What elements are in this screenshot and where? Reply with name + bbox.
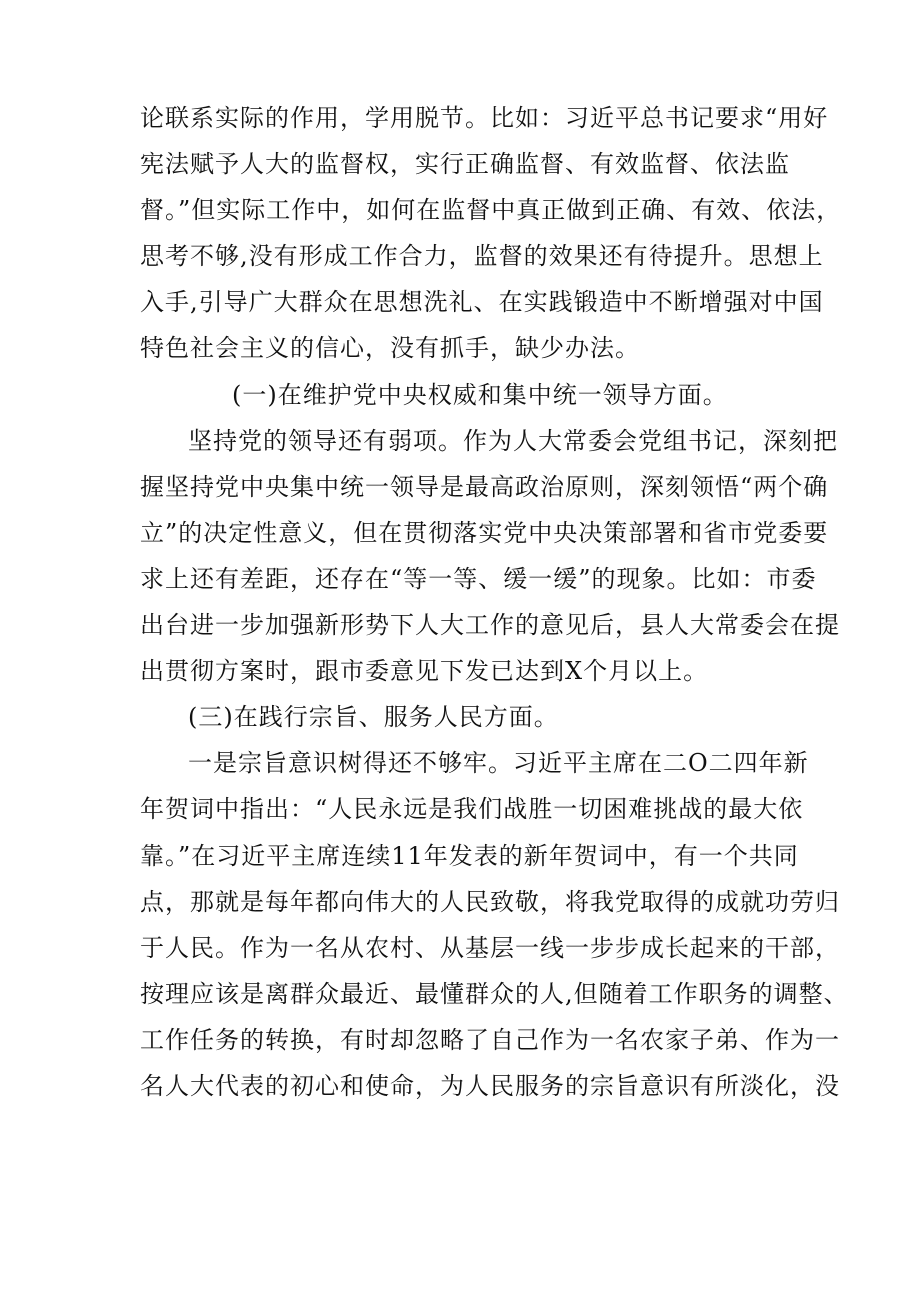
text-line: 立”的决定性意义，但在贯彻落实党中央决策部署和省市党委要: [140, 518, 829, 547]
paragraph-first-line: 一是宗旨意识树得还不够牢。习近平主席在二O二四年新: [188, 749, 809, 778]
text-line: 握坚持党中央集中统一领导是最高政治原则，深刻领悟“两个确: [140, 472, 829, 501]
text-line: 靠。”在习近平主席连续11年发表的新年贺词中，有一个共同: [140, 841, 799, 870]
paragraph-first-line: 坚持党的领导还有弱项。作为人大常委会党组书记，深刻把: [188, 426, 838, 455]
text-line: 论联系实际的作用，学用脱节。比如：习近平总书记要求“用好: [140, 104, 829, 132]
text-line: 年贺词中指出：“人民永远是我们战胜一切困难挑战的最大依: [140, 795, 804, 824]
text-line: 点，那就是每年都向伟大的人民致敬，将我党取得的成就功劳归: [140, 887, 840, 916]
text-line: 出贯彻方案时，跟市委意见下发已达到X个月以上。: [140, 657, 709, 686]
text-line: 求上还有差距，还存在“等一等、缓一缓”的现象。比如：市委: [140, 564, 817, 593]
text-line: 按理应该是离群众最近、最懂群众的人,但随着工作职务的调整、: [140, 979, 849, 1008]
text-line: 工作任务的转换，有时却忽略了自己作为一名农家子弟、作为一: [140, 1025, 840, 1054]
text-line: 名人大代表的初心和使命，为人民服务的宗旨意识有所淡化，没: [140, 1071, 840, 1100]
text-line: 入手,引导广大群众在思想洗礼、在实践锻造中不断增强对中国: [140, 288, 824, 317]
section-heading: (一)在维护党中央权威和集中统一领导方面。: [232, 380, 728, 409]
document-body: [140, 95, 849, 1109]
text-line: 宪法赋予人大的监督权，实行正确监督、有效监督、依法监: [140, 150, 790, 179]
text-line: 于人民。作为一名从农村、从基层一线一步步成长起来的干部，: [140, 933, 840, 962]
text-line: 出台进一步加强新形势下人大工作的意见后，县人大常委会在提: [140, 611, 840, 640]
text-line: 特色社会主义的信心，没有抓手，缺少办法。: [140, 334, 640, 363]
text-line: 督。”但实际工作中，如何在监督中真正做到正确、有效、依法，: [140, 196, 842, 225]
text-line: 思考不够,没有形成工作合力，监督的效果还有待提升。思想上: [140, 242, 824, 271]
section-heading: (三)在践行宗旨、服务人民方面。: [188, 703, 559, 732]
